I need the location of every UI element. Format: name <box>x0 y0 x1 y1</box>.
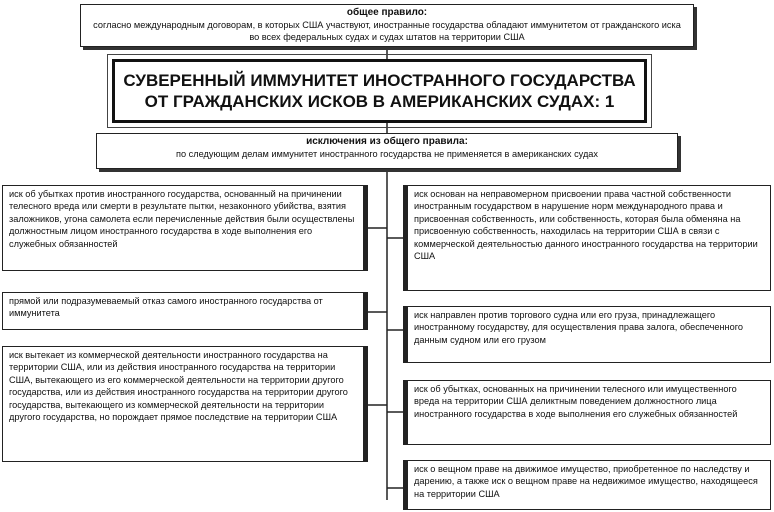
left-item-2: прямой или подразумеваемый отказ самого иностранного государства от иммунитета <box>2 292 368 330</box>
left-item-3: иск вытекает из коммерческой деятельности иностранного государства на территории США, или из действия иностранного государства на территории США, вытекающего из его коммерческой деятельности на территории другого государства, или из действия иностранного государства на территории другого государства, вытекающего из коммерческой деятельности на территории другого государства, но порождает прямое последствие на территории США <box>2 346 368 462</box>
right-item-4: иск о вещном праве на движимое имущество, приобретенное по наследству и дарению, а также иск о вещном праве на недвижимое имущество, находящееся на территории США <box>403 460 771 510</box>
exceptions-box <box>96 133 678 169</box>
general-rule-box <box>80 4 694 47</box>
exceptions-heading: исключения из общего правила: <box>306 136 468 147</box>
title-line-2: ОТ ГРАЖДАНСКИХ ИСКОВ В АМЕРИКАНСКИХ СУДАХ: 1 <box>144 92 615 111</box>
general-rule-text: согласно международным договорам, в которых США участвуют, иностранные государства обладают иммунитетом от гражданского иска во всех федеральных судах и судах штатов на территории США <box>93 20 681 43</box>
right-item-1: иск основан на неправомерном присвоении права частной собственности иностранным государством в нарушение норм международного права и присвоенная собственность, или собственность, которая была обменяна на присвоенную собственность, находилась на территории США в связи с коммерческой деятельностью данного иностранного государства на территории США <box>403 185 771 291</box>
left-item-1: иск об убытках против иностранного государства, основанный на причинении телесного вреда или смерти в результате пытки, незаконного убийства, взятия заложников, угона самолета если перечисленные действия были осуществлены должностным лицом иностранного государства в ходе выполнения его служебных обязанностей <box>2 185 368 271</box>
exceptions-text: по следующим делам иммунитет иностранного государства не применяется в американских судах <box>175 149 599 159</box>
main-title <box>112 59 647 123</box>
general-rule-heading: общее правило: <box>346 7 428 18</box>
right-item-2: иск направлен против торгового судна или его груза, принадлежащего иностранному государству, для осуществления права залога, обеспеченного данным судном или его грузом <box>403 306 771 363</box>
title-line-1: СУВЕРЕННЫЙ ИММУНИТЕТ ИНОСТРАННОГО ГОСУДАРСТВА <box>123 71 636 90</box>
right-item-3: иск об убытках, основанных на причинении телесного или имущественного вреда на территории США деликтным поведением должностного лица иностранного государства в ходе выполнения его служебных обязанностей <box>403 380 771 445</box>
